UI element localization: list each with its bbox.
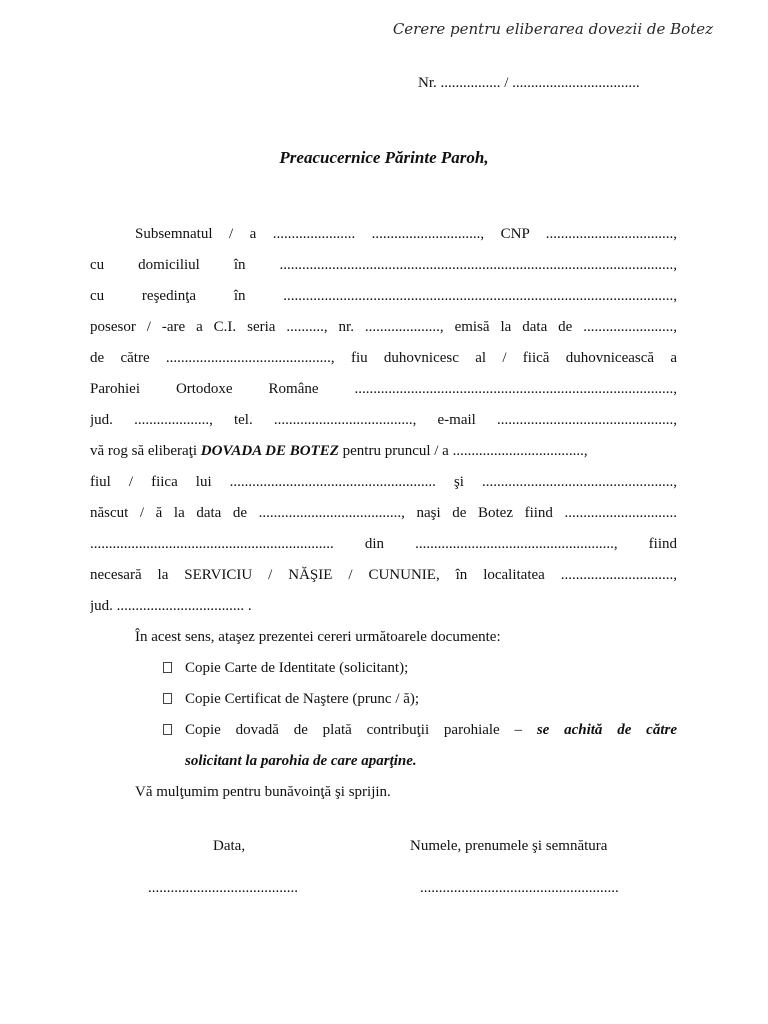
line-contact: jud. ...................., tel. ....................................., e-mail ..............................................., xyxy=(90,412,677,428)
attachment-label: Copie Carte de Identitate (solicitant); xyxy=(185,660,409,676)
registration-number-line: Nr. ................ / .................................. xyxy=(418,75,640,91)
line-issued-by: de către ............................................, fiu duhovnicesc al / fiică duhovnicească a xyxy=(90,350,677,366)
attachment-label xyxy=(185,715,677,746)
attachment-item-id-card xyxy=(90,653,677,684)
line-godparents: ................................................................. din ....................................................., fiind xyxy=(90,536,677,552)
request-text-pre: vă rog să eliberaţi xyxy=(90,443,201,459)
document-header-title: Cerere pentru eliberarea dovezii de Botez xyxy=(392,20,713,38)
line-birth-date: născut / ă la data de ......................................, naşi de Botez fiind .............................. xyxy=(90,505,677,521)
line-parents: fiul / fiica lui ....................................................... şi ..................................................., xyxy=(90,474,677,490)
line-parish: Parohiei Ortodoxe Române ....................................................................................., xyxy=(90,381,677,397)
line-residence: cu reşedinţa în ........................................................................................................, xyxy=(90,288,677,304)
line-county: jud. .................................. . xyxy=(90,598,252,614)
checkbox-icon[interactable] xyxy=(163,724,172,735)
attachment-item-payment-proof xyxy=(90,715,677,777)
attachments-intro: În acest sens, ataşez prezentei cereri următoarele documente: xyxy=(135,629,501,645)
line-applicant-name: Subsemnatul / a ...................... ............................., CNP .................................., xyxy=(135,226,677,242)
request-document-name: DOVADA DE BOTEZ xyxy=(200,443,339,459)
date-field[interactable]: ........................................ xyxy=(148,880,298,896)
line-request xyxy=(90,436,677,467)
attachment-label: Copie Certificat de Naştere (prunc / ă); xyxy=(185,691,420,707)
line-domicile: cu domiciliul în ........................................................................................................., xyxy=(90,257,677,273)
date-label: Data, xyxy=(213,838,246,854)
attachment-item-birth-certificate xyxy=(90,684,677,715)
request-body xyxy=(90,219,677,808)
attachment-payment-text: Copie dovadă de plată contribuţii parohiale – xyxy=(185,722,537,738)
attachment-payment-note: se achită de către xyxy=(536,722,677,738)
name-signature-label: Numele, prenumele şi semnătura xyxy=(410,838,608,854)
checkbox-icon[interactable] xyxy=(163,662,172,673)
line-purpose: necesară la SERVICIU / NĂŞIE / CUNUNIE, în localitatea .............................., xyxy=(90,567,677,583)
salutation: Preacucernice Părinte Paroh, xyxy=(279,148,489,167)
closing-thanks: Vă mulţumim pentru bunăvoinţă şi sprijin. xyxy=(135,784,391,800)
line-id-card: posesor / -are a C.I. seria .........., nr. ...................., emisă la data de ........................, xyxy=(90,319,677,335)
name-signature-field[interactable]: ..................................................... xyxy=(420,880,619,896)
checkbox-icon[interactable] xyxy=(163,693,172,704)
request-text-post: pentru pruncul / a ..................................., xyxy=(338,443,588,459)
attachment-payment-note-line2: solicitant la parohia de care aparţine. xyxy=(185,753,417,769)
